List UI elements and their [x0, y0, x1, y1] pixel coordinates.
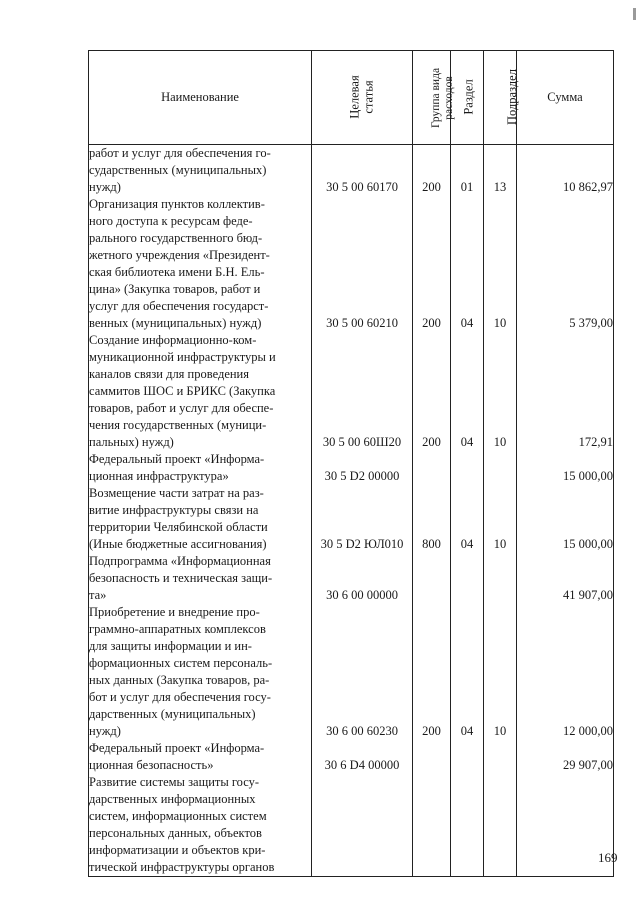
row-subsection: 10	[484, 332, 517, 451]
table-header-row	[89, 51, 614, 145]
row-name-line: Создание информационно-ком-	[89, 333, 257, 347]
row-name-line: нужд)	[89, 180, 121, 194]
row-name-line: ных данных (Закупка товаров, ра-	[89, 673, 270, 687]
row-target-article: 30 6 D4 00000	[312, 740, 413, 774]
row-name-line: работ и услуг для обеспечения го-	[89, 146, 271, 160]
row-name-line: саммитов ШОС и БРИКС (Закупка	[89, 384, 276, 398]
row-name	[89, 774, 312, 877]
row-name-line: Федеральный проект «Информа-	[89, 452, 265, 466]
row-name-line: муникационной инфраструктуры и	[89, 350, 276, 364]
row-expense-group: 200	[413, 332, 451, 451]
row-subsection	[484, 740, 517, 774]
row-name-line: Организация пунктов коллектив-	[89, 197, 265, 211]
row-name-line: каналов связи для проведения	[89, 367, 249, 381]
row-section	[451, 451, 484, 485]
row-name-line: витие инфраструктуры связи на	[89, 503, 259, 517]
row-name-line: услуг для обеспечения государст-	[89, 299, 269, 313]
row-subsection: 10	[484, 196, 517, 332]
row-section: 04	[451, 604, 484, 740]
row-subsection	[484, 774, 517, 877]
row-expense-group: 200	[413, 604, 451, 740]
scan-edge-mark	[633, 8, 636, 20]
header-sum: Сумма	[517, 51, 614, 145]
row-section: 01	[451, 145, 484, 197]
row-section	[451, 774, 484, 877]
row-name-line: формационных систем персональ-	[89, 656, 273, 670]
header-target-article: Целевая статья	[312, 51, 413, 145]
row-name-line: сударственных (муниципальных)	[89, 163, 267, 177]
row-name-line: для защиты информации и ин-	[89, 639, 252, 653]
row-expense-group	[413, 740, 451, 774]
row-subsection: 10	[484, 604, 517, 740]
row-sum: 12 000,00	[517, 604, 614, 740]
row-section: 04	[451, 485, 484, 553]
row-sum: 15 000,00	[517, 485, 614, 553]
row-name	[89, 332, 312, 451]
table-row	[89, 196, 614, 332]
row-sum: 29 907,00	[517, 740, 614, 774]
row-expense-group	[413, 774, 451, 877]
row-name-line: Подпрограмма «Информационная	[89, 554, 271, 568]
row-name-line: чения государственных (муници-	[89, 418, 267, 432]
table-row	[89, 604, 614, 740]
row-name-line: Приобретение и внедрение про-	[89, 605, 260, 619]
row-sum: 10 862,97	[517, 145, 614, 197]
row-name-line: цина» (Закупка товаров, работ и	[89, 282, 261, 296]
row-name-line: систем, информационных систем	[89, 809, 267, 823]
row-name-line: дарственных информационных	[89, 792, 256, 806]
row-name-line: тической инфраструктуры органов	[89, 860, 275, 874]
header-expense-group: Группа вида расходов	[413, 51, 451, 145]
row-name-line: безопасность и техническая защи-	[89, 571, 273, 585]
row-name	[89, 485, 312, 553]
row-expense-group	[413, 451, 451, 485]
row-name-line: граммно-аппаратных комплексов	[89, 622, 266, 636]
table-row	[89, 740, 614, 774]
row-target-article: 30 5 00 60Ш20	[312, 332, 413, 451]
row-name	[89, 740, 312, 774]
table-row	[89, 553, 614, 604]
row-name-line: пальных) нужд)	[89, 435, 174, 449]
row-name-line: жетного учреждения «Президент-	[89, 248, 270, 262]
budget-table	[88, 50, 614, 877]
row-target-article	[312, 774, 413, 877]
row-name-line: та»	[89, 588, 107, 602]
row-name-line: ного доступа к ресурсам феде-	[89, 214, 253, 228]
row-name-line: ционная инфраструктура»	[89, 469, 229, 483]
row-target-article: 30 5 D2 ЮЛ010	[312, 485, 413, 553]
row-name-line: информатизации и объектов кри-	[89, 843, 266, 857]
row-sum: 15 000,00	[517, 451, 614, 485]
row-name	[89, 451, 312, 485]
row-subsection	[484, 553, 517, 604]
table-row	[89, 485, 614, 553]
row-name-line: персональных данных, объектов	[89, 826, 262, 840]
row-name-line: Возмещение части затрат на раз-	[89, 486, 264, 500]
row-target-article: 30 6 00 60230	[312, 604, 413, 740]
row-subsection	[484, 451, 517, 485]
row-name-line: венных (муниципальных) нужд)	[89, 316, 262, 330]
row-name-line: дарственных (муниципальных)	[89, 707, 256, 721]
row-name	[89, 145, 312, 197]
table-row	[89, 332, 614, 451]
table-row	[89, 145, 614, 197]
row-name	[89, 604, 312, 740]
row-name-line: бот и услуг для обеспечения госу-	[89, 690, 271, 704]
row-name-line: рального государственного бюд-	[89, 231, 263, 245]
table-body	[89, 145, 614, 877]
row-expense-group	[413, 553, 451, 604]
row-sum: 172,91	[517, 332, 614, 451]
row-name-line: Развитие системы защиты госу-	[89, 775, 260, 789]
page-number: 169	[598, 850, 618, 865]
row-section: 04	[451, 196, 484, 332]
row-name-line: Федеральный проект «Информа-	[89, 741, 265, 755]
row-target-article: 30 5 00 60210	[312, 196, 413, 332]
row-name	[89, 196, 312, 332]
row-section: 04	[451, 332, 484, 451]
header-name: Наименование	[89, 51, 312, 145]
row-name-line: (Иные бюджетные ассигнования)	[89, 537, 267, 551]
row-target-article: 30 5 00 60170	[312, 145, 413, 197]
table-row	[89, 451, 614, 485]
row-name-line: ционная безопасность»	[89, 758, 214, 772]
row-name-line: нужд)	[89, 724, 121, 738]
row-subsection: 10	[484, 485, 517, 553]
row-expense-group: 200	[413, 145, 451, 197]
header-subsection: Подраздел	[484, 51, 517, 145]
table-row	[89, 774, 614, 877]
row-subsection: 13	[484, 145, 517, 197]
row-section	[451, 740, 484, 774]
row-name-line: территории Челябинской области	[89, 520, 268, 534]
row-sum: 41 907,00	[517, 553, 614, 604]
header-section: Раздел	[451, 51, 484, 145]
row-expense-group: 800	[413, 485, 451, 553]
row-target-article: 30 5 D2 00000	[312, 451, 413, 485]
row-name-line: ская библиотека имени Б.Н. Ель-	[89, 265, 265, 279]
row-name	[89, 553, 312, 604]
row-expense-group: 200	[413, 196, 451, 332]
row-sum: 5 379,00	[517, 196, 614, 332]
row-name-line: товаров, работ и услуг для обеспе-	[89, 401, 274, 415]
row-section	[451, 553, 484, 604]
row-target-article: 30 6 00 00000	[312, 553, 413, 604]
